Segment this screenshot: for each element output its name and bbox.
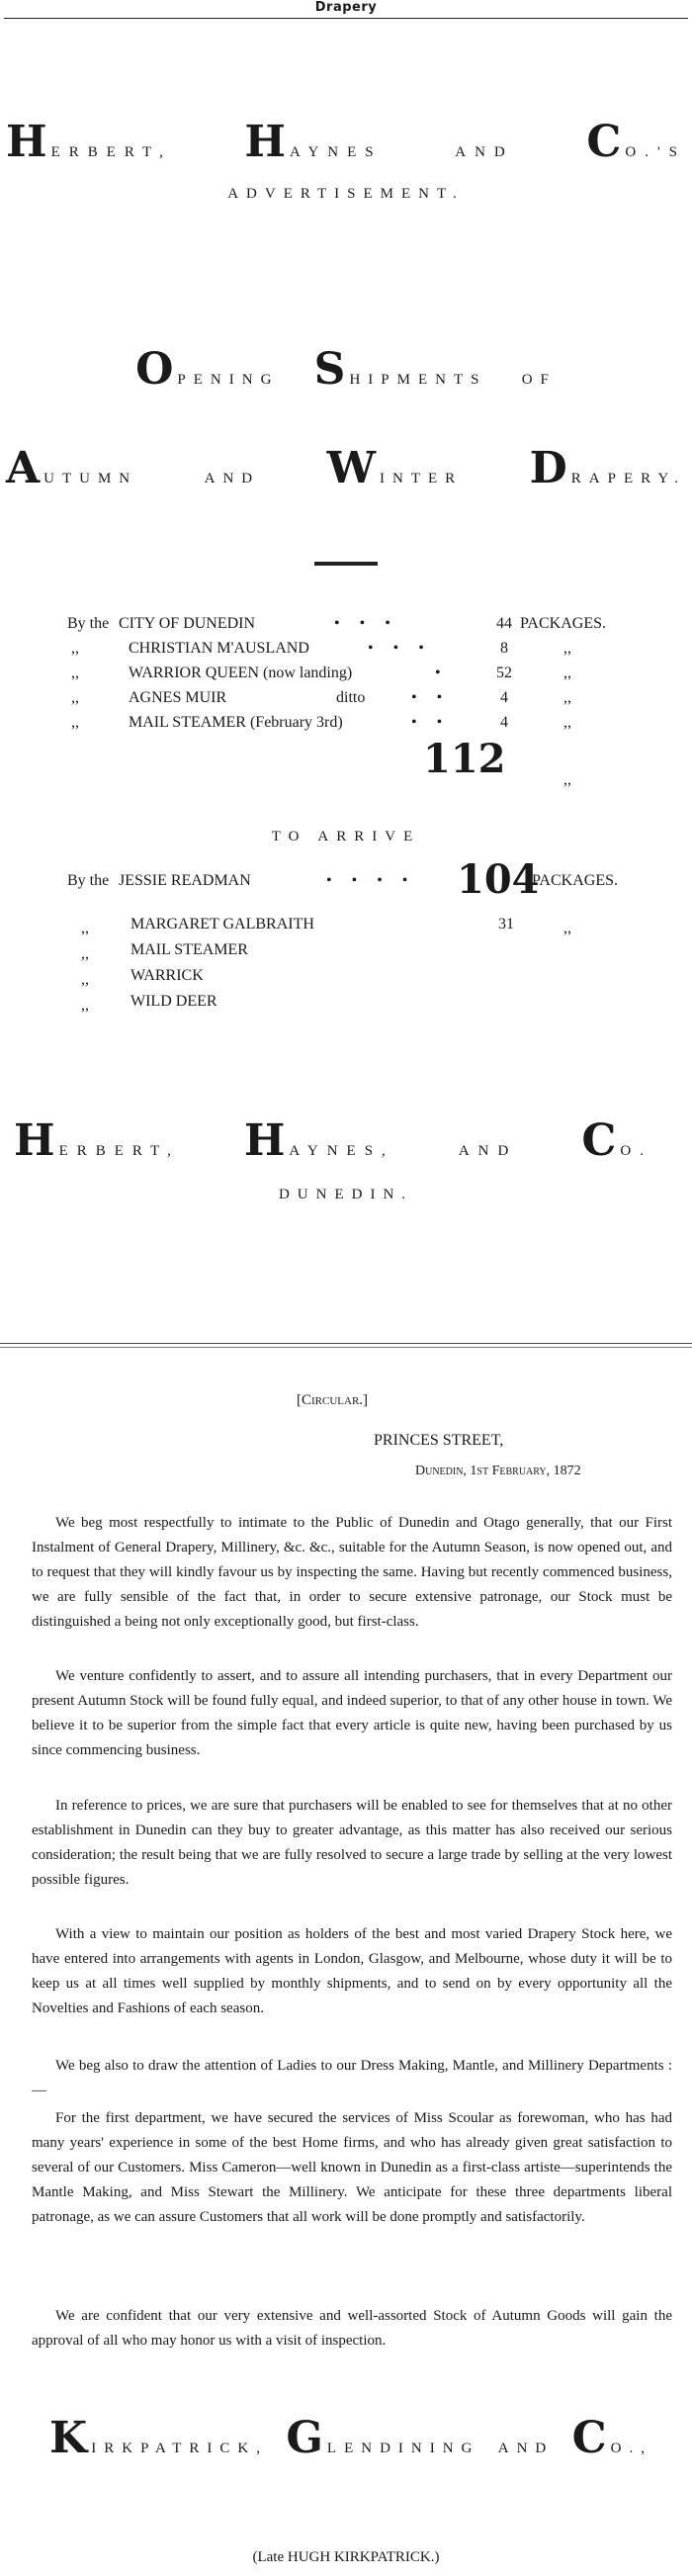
footer-firm-word-4: CO.: [581, 1115, 652, 1166]
signature-word-3: AND: [497, 2441, 555, 2456]
paragraph: We beg also to draw the attention of Ladies to our Dress Making, Mantle, and Millinery Departments :—: [32, 2058, 672, 2098]
ad1-subtitle: ADVERTISEMENT.: [227, 186, 465, 202]
paragraph: With a view to maintain our position as holders of the best and most varied Drapery Stock here, we have entered into arrangements with agents in London, Glasgow, and Melbourne, whose duty it will be to keep us at all times well supplied by monthly shipments, and to send on by every opportunity all the Novelties and Fashions of each season.: [32, 1926, 672, 2016]
signature-word-4: CO.,: [571, 2413, 652, 2463]
signature-word-1: KIRKPATRICK,: [49, 2413, 268, 2463]
ad1-footer-place: DUNEDIN.: [278, 1187, 414, 1202]
footer-firm-word-3: AND: [458, 1143, 518, 1159]
late-line: (Late HUGH KIRKPATRICK.): [252, 2549, 440, 2565]
ad1-firm-name: [6, 117, 686, 167]
ad1-footer-firm: [14, 1115, 652, 1166]
ad1-headline-1: OPENING SHIPMENTS OF: [135, 344, 557, 395]
circular-label: [Circular.]: [297, 1392, 369, 1408]
ad1-firm-word-1: HERBERT,: [6, 117, 172, 167]
dateline: Dunedin, 1st February, 1872: [415, 1464, 581, 1478]
paragraph: In reference to prices, we are sure that purchasers will be enabled to see for themselves that at no other establishment in Dunedin can they buy to greater advantage, as this matter has also received our serious consideration; the result being that we are fully resolved to secure a large trade by selling at the very lowest possible figures.: [32, 1798, 672, 1888]
paragraph: We venture confidently to assert, and to assure all intending purchasers, that in every Department our present Autumn Stock will be found fully equal, and indeed superior, to that of any other house in town. We believe it to be superior from the simple fact that every article is quite new, having been purchased by us since commencing business.: [32, 1668, 672, 1758]
to-arrive-heading: TO ARRIVE: [271, 829, 421, 844]
shipments-total-unit: ,,: [563, 771, 571, 788]
ad-separator-thin: [0, 1347, 692, 1348]
paragraph: We beg most respectfully to intimate to the Public of Dunedin and Otago generally, that our First Instalment of General Drapery, Millinery, &c. &c., suitable for the Autumn Season, is now opened out, and to request that they will kindly favour us by inspecting the same. Having but recently commenced business, we are fully sensible of the fact that, in order to secure extensive patronage, our Stock must be distinguished a being not only exceptionally good, but first-class.: [32, 1515, 672, 1630]
ad1-firm-word-3: AND: [455, 144, 514, 160]
ad1-headline2-word-1: AUTUMN: [6, 443, 138, 493]
ad1-headline2-word-2: AND: [204, 471, 261, 487]
ad1-firm-word-2: HAYNES: [244, 117, 383, 167]
signature-word-2: GLENDINING: [286, 2413, 480, 2463]
paragraph: We are confident that our very extensive and well-assorted Stock of Autumn Goods will gain the approval of all who may honor us with a visit of inspection.: [32, 2308, 672, 2349]
signature-firm: [49, 2413, 652, 2463]
footer-firm-word-1: HERBERT,: [14, 1115, 180, 1166]
address-line: PRINCES STREET,: [374, 1432, 504, 1449]
ad1-headline-2: [6, 443, 686, 493]
ad1-headline2-word-4: DRAPERY.: [529, 443, 686, 493]
shipments-total: 112: [423, 736, 506, 782]
footer-firm-word-2: HAYNES,: [243, 1115, 394, 1166]
newspaper-page: Drapery HERBERT, HAYNES AND CO.'S ADVERTISEMENT. OPENING SHIPMENTS OF AUTUMN AND WINTER DRAPERY. By the CITY OF DUNEDIN • • • 44 PACKAGES. ,, CHRISTIAN M'AUSLAND • • • 8 ,, ,, WARRIOR QUEEN (now landing) • 52 ,, ,, AGNES MUIR ditto • • 4 ,, ,, MAIL STEAMER (February 3rd) • • 4 ,, 112 ,, TO ARRIVE By the JESSIE READMAN • • • • 104 PACKAGES. ,, MARGARET GALBRAITH 31 ,, ,, MAIL STEAMER ,, WARRICK ,, WILD DEER HERBERT, HAYNES, AND CO. DUNEDIN. [Circular.] PRINCES STREET, Dunedin, 1st February, 1872 We beg most respectfully to intimate to the Public of Dunedin and Otago generally, that our First Instalment of General Drapery, Millinery, &c. &c., suitable for the Autumn Season, is now opened out, and to request that they will kindly favour us by inspecting the same. Having but recently commenced business, we are fully sensible of the fact that, in order to secure extensive patronage, our Stock must be distinguished a being not only exceptionally good, but first-class. We venture confidently to assert, and to assure all intending purchasers, that in every Department our present Autumn Stock will be found fully equal, and indeed superior, to that of any other house in town. We believe it to be superior from the simple fact that every article is quite new, having been purchased by us since commencing business. In reference to prices, we are sure that purchasers will be enabled to see for themselves that at no other establishment in Dunedin can they buy to greater advantage, as this matter has also received our serious consideration; the result being that we are fully resolved to secure a large trade by selling at the very lowest possible figures. With a view to maintain our position as holders of the best and most varied Drapery Stock here, we have entered into arrangements with agents in London, Glasgow, and Melbourne, whose duty it will be to keep us at all times well supplied by monthly shipments, and to send on by every opportunity all the Novelties and Fashions of each season. We beg also to draw the attention of Ladies to our Dress Making, Mantle, and Millinery Departments :— For the first department, we have secured the services of Miss Scoular as forewoman, who has had many years' experience in some of the best Home firms, and who has already given great satisfaction to several of our Customers. Miss Cameron—well known in Dunedin as a first-class artiste—superintends the Mantle Making, and Miss Stewart the Millinery. We anticipate for these three departments liberal patronage, as we can assure Customers that all work will be done promptly and satisfactorily. We are confident that our very extensive and well-assorted Stock of Autumn Goods will gain the approval of all who may honor us with a visit of inspection. KIRKPATRICK, GLENDINING AND CO., (Late HUGH KIRKPATRICK.): [0, 0, 692, 2576]
ad-separator: [0, 1343, 692, 1344]
paragraph: For the first department, we have secured the services of Miss Scoular as forewoman, who has had many years' experience in some of the best Home firms, and who has already given great satisfaction to several of our Customers. Miss Cameron—well known in Dunedin as a first-class artiste—superintends the Mantle Making, and Miss Stewart the Millinery. We anticipate for these three departments liberal patronage, as we can assure Customers that all work will be done promptly and satisfactorily.: [32, 2110, 672, 2225]
ad1-headline2-word-3: WINTER: [326, 443, 464, 493]
ad1-dash-rule-1: [314, 562, 378, 566]
ad1-firm-word-4: CO.'S: [586, 117, 686, 167]
section-label: Drapery: [314, 0, 378, 15]
top-rule: [4, 18, 688, 19]
